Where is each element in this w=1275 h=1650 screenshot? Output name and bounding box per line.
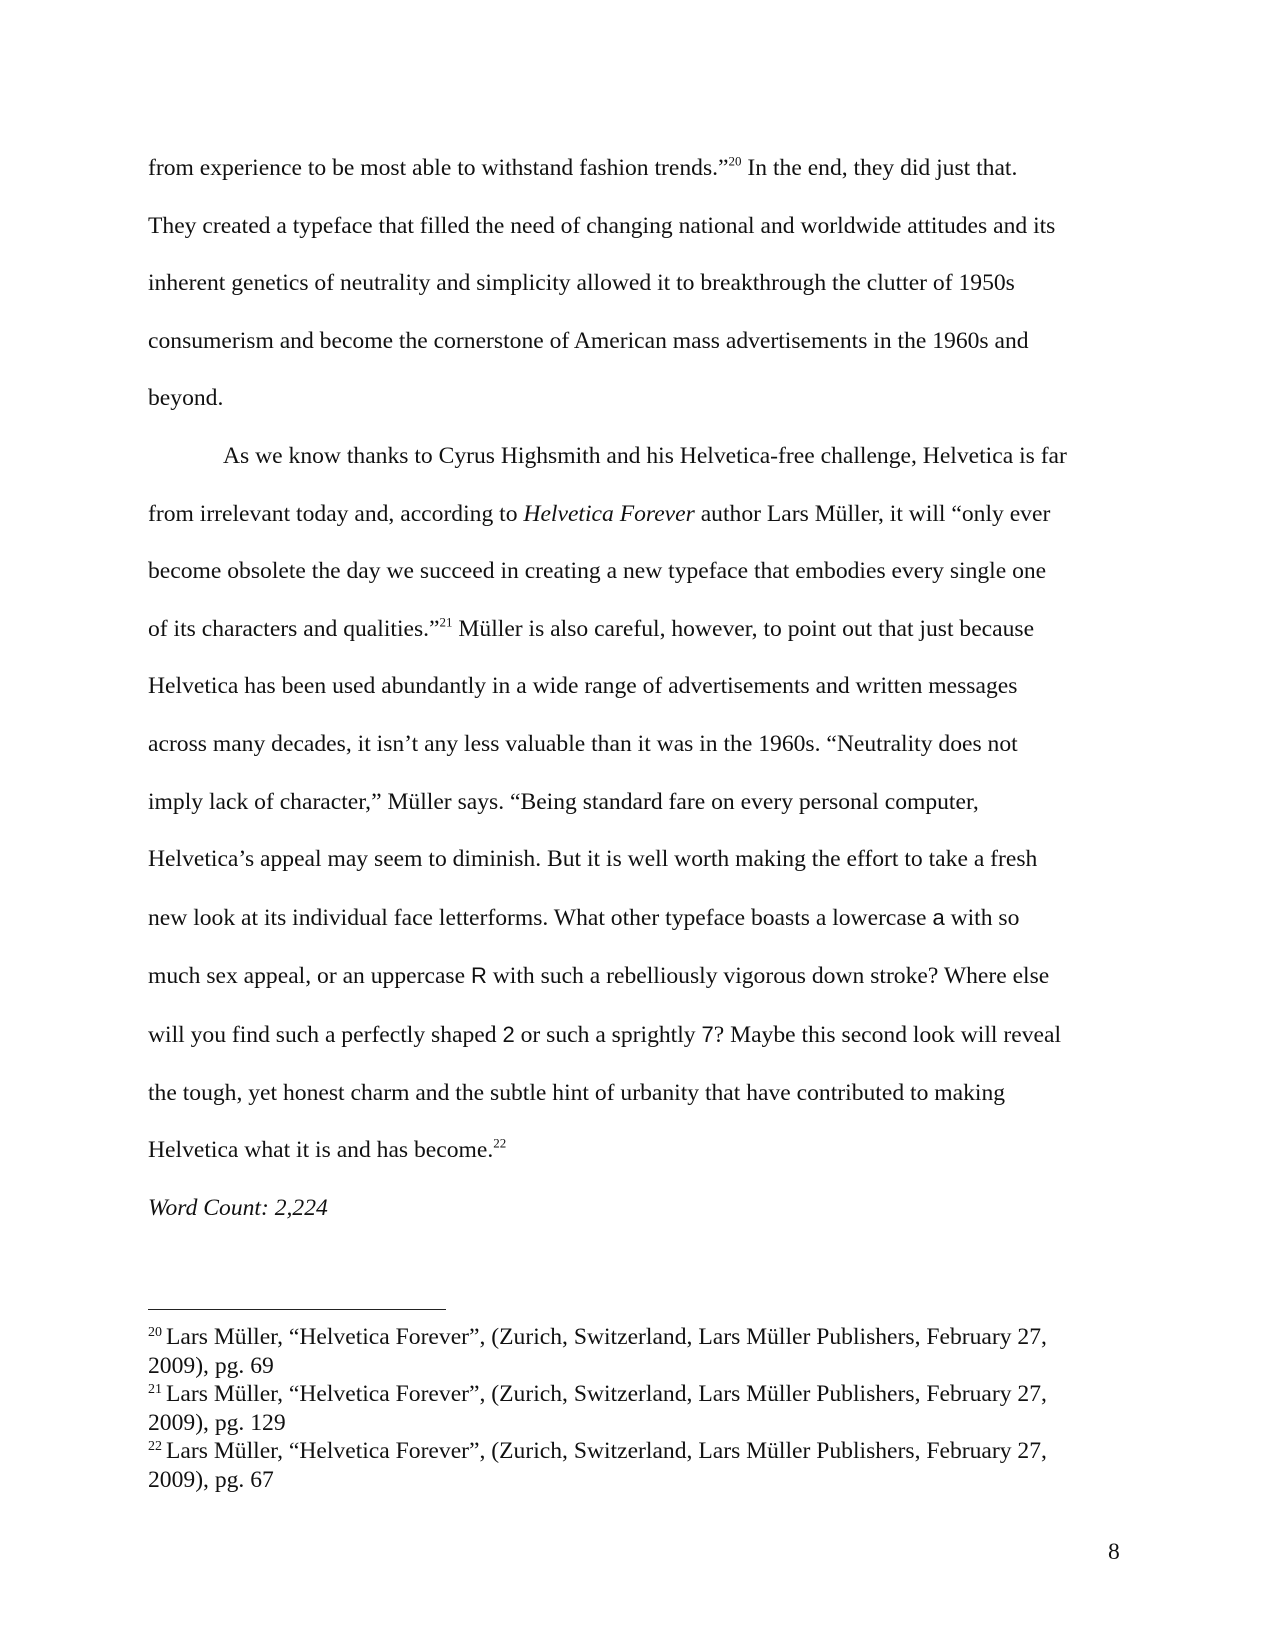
body-text [148,140,1130,1237]
footnote-22 [148,1437,1130,1494]
text-line: consumerism and become the cornerstone of American mass advertisements in the 1960s and [148,327,1029,354]
paragraph-2 [148,428,1130,1180]
text-line: As we know thanks to Cyrus Highsmith and his Helvetica-free challenge, Helvetica is far [223,442,1067,469]
footnote-20 [148,1323,1130,1380]
footnote-number: 22 [148,1438,162,1454]
footnote-ref-22[interactable]: 22 [493,1135,507,1151]
text-line: across many decades, it isn’t any less valuable than it was in the 1960s. “Neutrality does not [148,730,1018,757]
text-line: become obsolete the day we succeed in creating a new typeface that embodies every single one [148,558,1047,585]
text-line: imply lack of character,” Müller says. “Being standard fare on every personal computer, [148,788,979,815]
footnote-text: 2009), pg. 67 [148,1466,274,1493]
helvetica-glyph-7: 7 [701,1021,714,1047]
book-title: Helvetica Forever [523,500,695,527]
helvetica-glyph-a: a [932,904,945,930]
text-line: Helvetica what it is and has become.$^{22}$ [148,1135,507,1164]
word-count: Word Count: 2,224 [148,1194,328,1221]
footnote-text: 2009), pg. 129 [148,1409,286,1436]
helvetica-glyph-2: 2 [502,1021,515,1047]
text-line: will you find such a perfectly shaped 2 or such a sprightly 7? Maybe this second look will reveal [148,1021,1061,1048]
footnote-number: 20 [148,1324,162,1340]
footnote-21 [148,1380,1130,1437]
paragraph-1 [148,140,1130,428]
text-line: Helvetica has been used abundantly in a wide range of advertisements and written messages [148,673,1018,700]
footnote-text: 2009), pg. 69 [148,1352,274,1379]
footnote-ref-21[interactable]: 21 [439,614,453,630]
page-number: 8 [1108,1539,1120,1565]
text-line: of its characters and qualities.”$^{21}$ Müller is also careful, however, to point out that just because [148,614,1035,642]
footnote-number: 21 [148,1381,162,1397]
footnote-separator [148,1309,446,1310]
helvetica-glyph-r: R [470,963,487,989]
text-line: They created a typeface that filled the need of changing national and worldwide attitudes and its [148,212,1056,239]
text-line: Helvetica’s appeal may seem to diminish. But it is well worth making the effort to take a fresh [148,846,1038,873]
text-line: the tough, yet honest charm and the subtle hint of urbanity that have contributed to making [148,1079,1006,1106]
footnotes [148,1323,1130,1494]
text-line: beyond. [148,385,224,412]
text-line: from irrelevant today and, according to Helvetica Forever author Lars Müller, it will “only ever [148,500,1051,527]
text-line: from experience to be most able to withstand fashion trends.”$^{20}$ In the end, they did just that. [148,153,1018,181]
footnote-text: Lars Müller, “Helvetica Forever”, (Zurich, Switzerland, Lars Müller Publishers, February 27, [166,1324,1047,1350]
footnote-ref-20[interactable]: 20 [728,153,742,169]
footnote-text: Lars Müller, “Helvetica Forever”, (Zurich, Switzerland, Lars Müller Publishers, February 27, [166,1381,1047,1407]
footnote-text: Lars Müller, “Helvetica Forever”, (Zurich, Switzerland, Lars Müller Publishers, February 27, [166,1438,1047,1464]
text-line: much sex appeal, or an uppercase R with such a rebelliously vigorous down stroke? Where else [148,963,1050,990]
text-line: new look at its individual face letterforms. What other typeface boasts a lowercase a with so [148,904,1020,931]
text-line: inherent genetics of neutrality and simplicity allowed it to breakthrough the clutter of 1950s [148,270,1015,297]
